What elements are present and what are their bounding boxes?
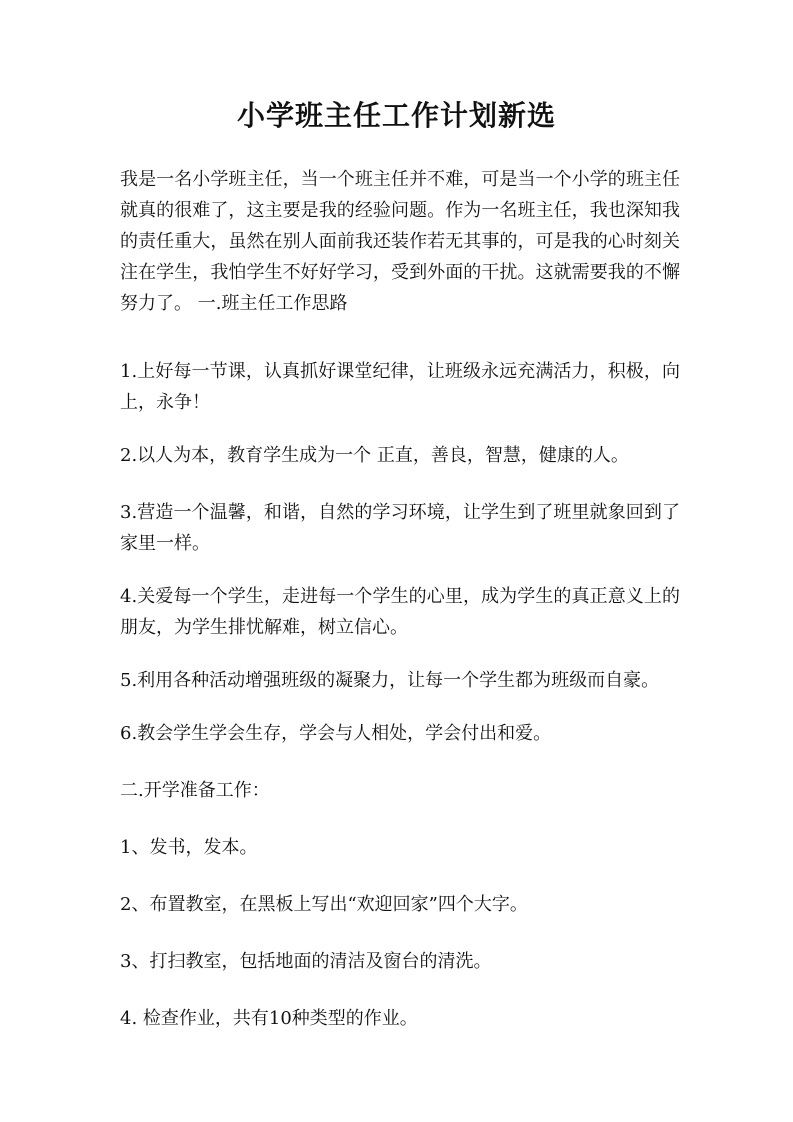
work-idea-item-3: 3.营造一个温馨，和谐，自然的学习环境，让学生到了班里就象回到了家里一样。: [120, 502, 680, 554]
work-idea-item-5: 5.利用各种活动增强班级的凝聚力，让每一个学生都为班级而自豪。: [120, 670, 660, 691]
paragraph-list: [120, 356, 680, 1060]
section-heading-preparation: 二.开学准备工作：: [120, 780, 270, 801]
intro-paragraph: 我是一名小学班主任，当一个班主任并不难，可是当一个小学的班主任就真的很难了，这主要是我的经验问题。作为一名班主任，我也深知我的责任重大，虽然在别人面前我还装作若无其事的，可是我的心时刻关注在学生，我怕学生不好好学习，受到外面的干扰。这就需要我的不懈努力了。 一.班主任工作思路: [120, 169, 680, 314]
work-idea-item-2: 2.以人为本，教育学生成为一个 正直，善良，智慧，健康的人。: [120, 445, 629, 466]
work-idea-item-4: 4.关爱每一个学生，走进每一个学生的心里，成为学生的真正意义上的朋友，为学生排忧解难，树立信心。: [120, 586, 680, 638]
preparation-item-3: 3、打扫教室，包括地面的清洁及窗台的清洗。: [120, 951, 492, 972]
work-idea-item-6: 6.教会学生学会生存，学会与人相处，学会付出和爱。: [120, 723, 552, 744]
work-idea-item-1: 1.上好每一节课，认真抓好课堂纪律，让班级永远充满活力，积极，向上，永争！: [120, 361, 680, 413]
preparation-item-4: 4. 检查作业，共有10种类型的作业。: [120, 1008, 418, 1029]
preparation-item-1: 1、发书，发本。: [120, 837, 258, 858]
document-title: 小学班主任工作计划新选: [236, 99, 556, 132]
preparation-item-2: 2、布置教室，在黑板上写出“欢迎回家”四个大字。: [120, 894, 528, 915]
